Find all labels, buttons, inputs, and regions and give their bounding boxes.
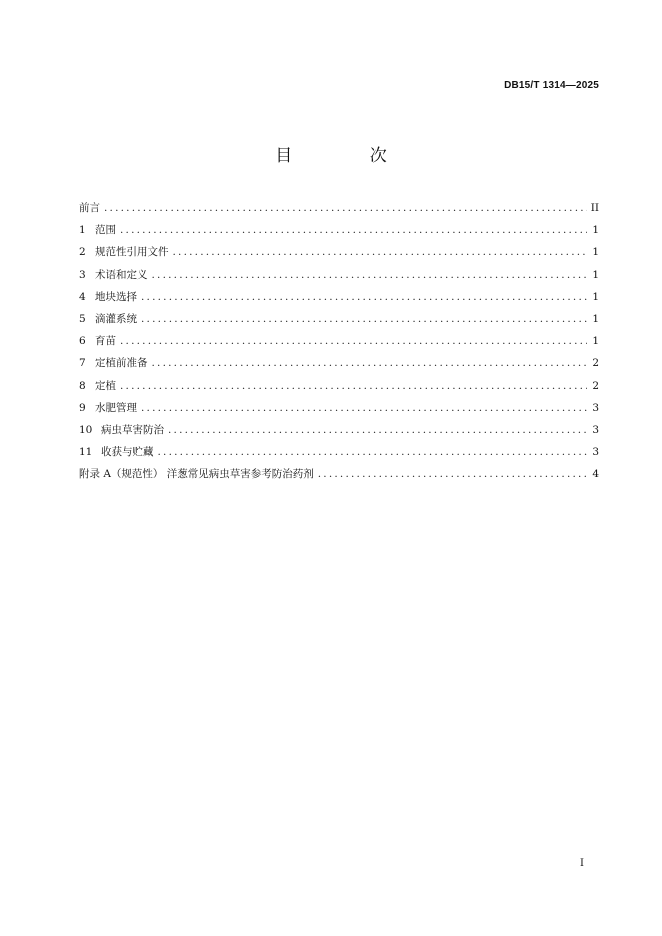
toc-entry-label: 水肥管理 — [95, 401, 137, 414]
dot-leader — [158, 446, 588, 458]
toc-entry-number: 2 — [79, 246, 86, 259]
dot-leader — [173, 246, 588, 258]
toc-entry-11[interactable] — [79, 444, 599, 466]
toc-entry-label: 术语和定义 — [95, 268, 148, 281]
toc-entry-5[interactable] — [79, 311, 599, 333]
toc-entry-number: 8 — [79, 379, 86, 392]
dot-leader — [120, 224, 587, 236]
dot-leader — [141, 402, 587, 414]
toc-entry-label: 育苗 — [95, 335, 116, 348]
toc-entry-label: 病虫草害防治 — [101, 423, 164, 436]
toc-entry-4[interactable] — [79, 289, 599, 311]
toc-entry-page: 1 — [592, 246, 599, 259]
table-of-contents — [79, 200, 599, 488]
toc-entry-number: 4 — [79, 290, 86, 303]
toc-entry-number: 6 — [79, 335, 86, 348]
toc-entry-label: 滴灌系统 — [95, 312, 137, 325]
toc-entry-page: II — [590, 202, 599, 214]
toc-entry-2[interactable] — [79, 244, 599, 266]
toc-entry-number: 11 — [79, 446, 93, 459]
toc-entry-10[interactable] — [79, 422, 599, 444]
toc-entry-label: 地块选择 — [95, 290, 137, 303]
dot-leader — [318, 468, 587, 480]
toc-entry-page: 3 — [592, 401, 599, 414]
dot-leader — [120, 335, 587, 347]
toc-entry-1[interactable] — [79, 222, 599, 244]
toc-entry-label: 收获与贮藏 — [101, 446, 154, 459]
page-title: 目 次 — [275, 146, 423, 166]
toc-entry-label: 规范性引用文件 — [95, 246, 169, 259]
toc-entry-label: 定植前准备 — [95, 357, 148, 370]
toc-entry-number: 10 — [79, 423, 93, 436]
toc-entry-3[interactable] — [79, 267, 599, 289]
toc-entry-number: 9 — [79, 401, 86, 414]
dot-leader — [141, 313, 587, 325]
toc-entry-page: 2 — [592, 379, 599, 392]
toc-entry-page: 1 — [592, 224, 599, 237]
document-code: DB15/T 1314—2025 — [504, 80, 599, 91]
toc-entry-page: 1 — [592, 290, 599, 303]
toc-entry-9[interactable] — [79, 400, 599, 422]
toc-entry-8[interactable] — [79, 378, 599, 400]
toc-entry-page: 1 — [592, 268, 599, 281]
toc-entry-7[interactable] — [79, 355, 599, 377]
toc-entry-number: 5 — [79, 312, 86, 325]
toc-entry-appendix-a[interactable] — [79, 466, 599, 488]
toc-entry-page: 3 — [592, 423, 599, 436]
dot-leader — [168, 424, 587, 436]
toc-entry-page: 1 — [592, 312, 599, 325]
dot-leader — [152, 357, 588, 369]
toc-entry-label: 附录 A（规范性） 洋葱常见病虫草害参考防治药剂 — [79, 468, 314, 481]
toc-entry-number: 3 — [79, 268, 86, 281]
dot-leader — [120, 380, 587, 392]
toc-entry-number: 7 — [79, 357, 86, 370]
toc-entry-page: 2 — [592, 357, 599, 370]
toc-entry-page: 1 — [592, 335, 599, 348]
toc-entry-6[interactable] — [79, 333, 599, 355]
toc-entry-page: 4 — [592, 468, 599, 481]
toc-entry-preface[interactable] — [79, 200, 599, 222]
toc-entry-page: 3 — [592, 446, 599, 459]
dot-leader — [141, 291, 587, 303]
toc-entry-label: 前言 — [79, 202, 100, 214]
page-number: I — [580, 858, 584, 869]
toc-entry-label: 范围 — [95, 224, 116, 237]
toc-entry-label: 定植 — [95, 379, 116, 392]
dot-leader — [152, 269, 588, 281]
toc-entry-number: 1 — [79, 224, 86, 237]
dot-leader — [104, 202, 587, 214]
